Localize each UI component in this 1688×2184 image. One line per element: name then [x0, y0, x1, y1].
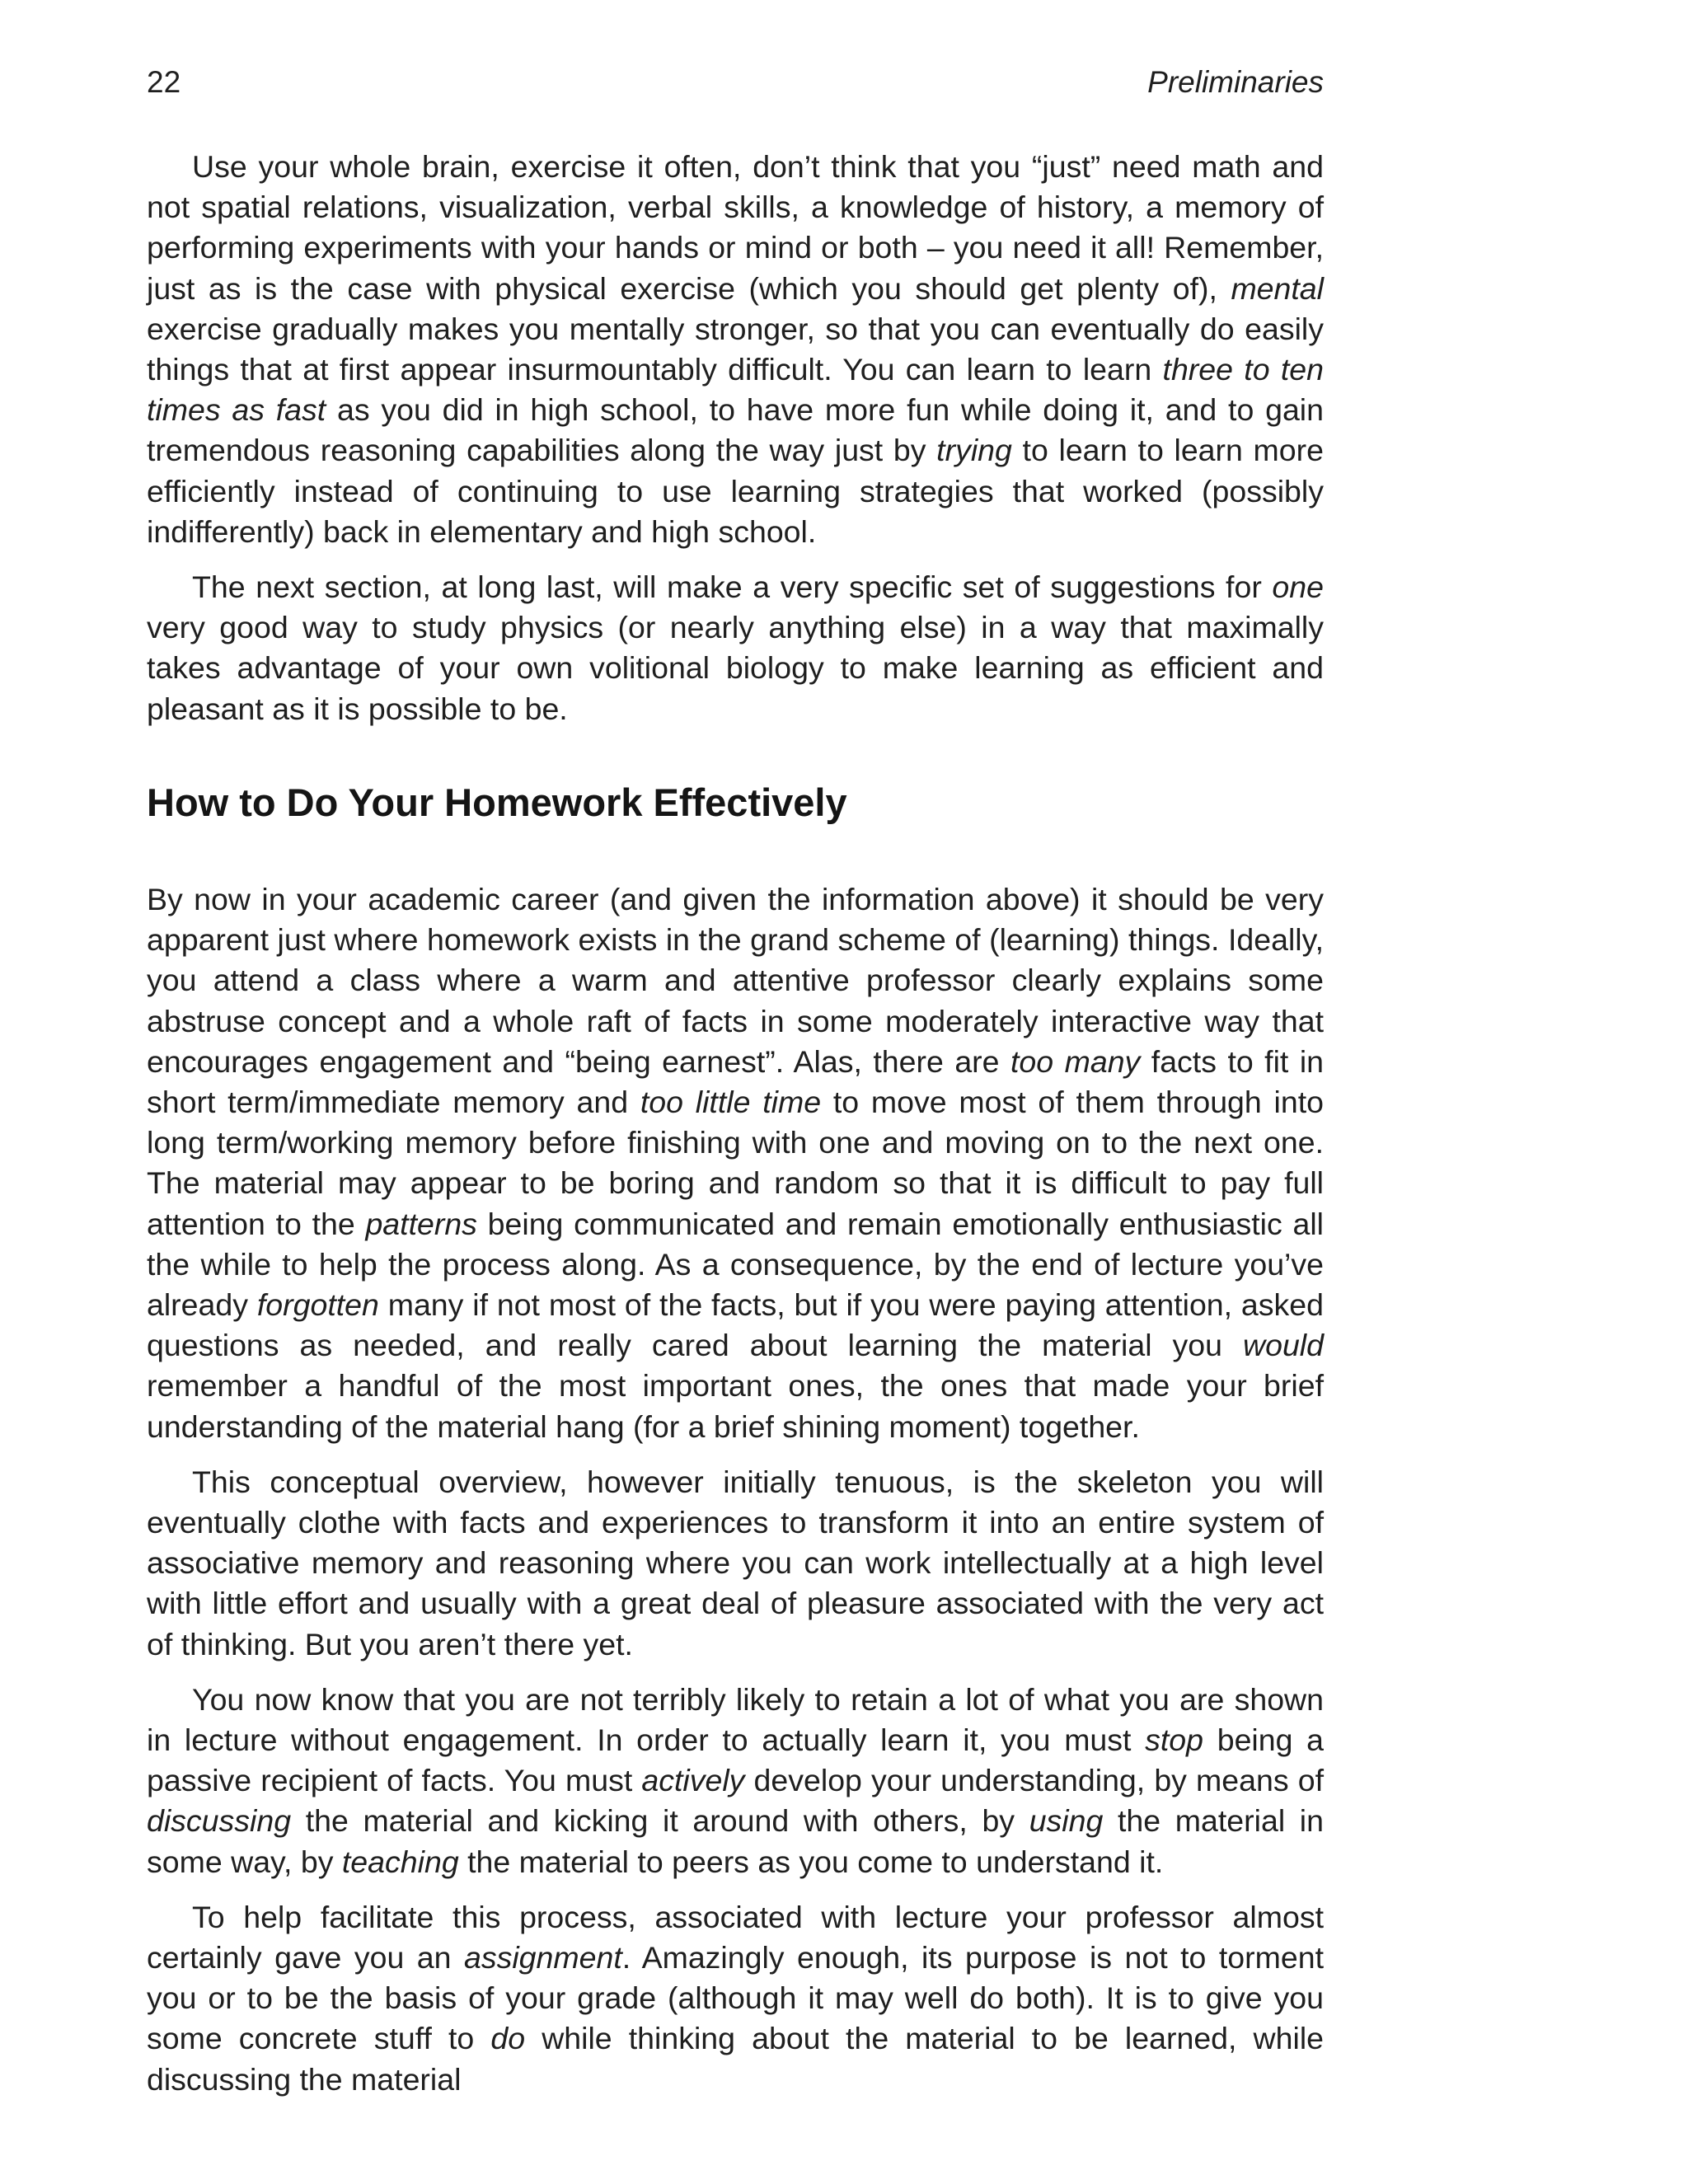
section-paragraph-2: This conceptual overview, however initially tenuous, is the skeleton you will eventually clothe with facts and experiences to transform it into an entire system of associative memory and reasoning where you can work intellectually at a high level with little effort and usually with a great deal of pleasure associated with the very act of thinking. But you aren’t there yet.	[147, 1464, 1324, 1661]
page-number: 22	[147, 65, 181, 99]
section-paragraph-1: By now in your academic career (and given the information above) it should be very apparent just where homework exists in the grand scheme of (learning) things. Ideally, you attend a class where a warm and attentive professor clearly explains some abstruse concept and a whole raft of facts in some moderately interactive way that encourages engagement and “being earnest”. Alas, there are too many facts to fit in short term/immediate memory and too little time to move most of them through into long term/working memory before finishing with one and moving on to the next one. The material may appear to be boring and random so that it is difficult to pay full attention to the patterns being communicated and remain emotionally enthusiastic all the while to help the process along. As a consequence, by the end of lecture you’ve already forgotten many if not most of the facts, but if you were paying attention, asked questions as needed, and really cared about learning the material you would remember a handful of the most important ones, the ones that made your brief understanding of the material hang (for a brief shining moment) together.	[147, 882, 1325, 1444]
section-paragraph-4: To help facilitate this process, associated with lecture your professor almost certainly gave you an assignment. Amazingly enough, its purpose is not to torment you or to be the basis of your grade (although it may well do both). It is to give you some concrete stuff to do while thinking about the material to be learned, while discussing the material	[147, 1899, 1325, 2097]
intro-text	[147, 147, 1324, 729]
section-paragraph-3: You now know that you are not terribly likely to retain a lot of what you are shown in lecture without engagement. In order to actually learn it, you must stop being a passive recipient of facts. You must actively develop your understanding, by means of discussing the material and kicking it around with others, by using the material in some way, by teaching the material to peers as you come to understand it.	[147, 1681, 1324, 1879]
running-header	[147, 62, 1324, 103]
running-section-title: Preliminaries	[1147, 65, 1324, 99]
intro-paragraph-2: The next section, at long last, will make a very specific set of suggestions for one very good way to study physics (or nearly anything else) in a way that maximally takes advantage of your own volitional biology to make learning as efficient and pleasant as it is possible to be.	[147, 569, 1324, 726]
intro-paragraph-1: Use your whole brain, exercise it often, don’t think that you “just” need math and not spatial relations, visualization, verbal skills, a knowledge of history, a memory of performing experiments with your hands or mind or both – you need it all! Remember, just as is the case with physical exercise (which you should get plenty of), mental exercise gradually makes you mentally stronger, so that you can eventually do easily things that at first appear insurmountably difficult. You can learn to learn three to ten times as fast as you did in high school, to have more fun while doing it, and to gain tremendous reasoning capabilities along the way just by trying to learn to learn more efficiently instead of continuing to use learning strategies that worked (possibly indifferently) back in elementary and high school.	[147, 149, 1325, 549]
section-heading: How to Do Your Homework Effectively	[147, 780, 847, 824]
section-text	[147, 879, 1324, 2100]
